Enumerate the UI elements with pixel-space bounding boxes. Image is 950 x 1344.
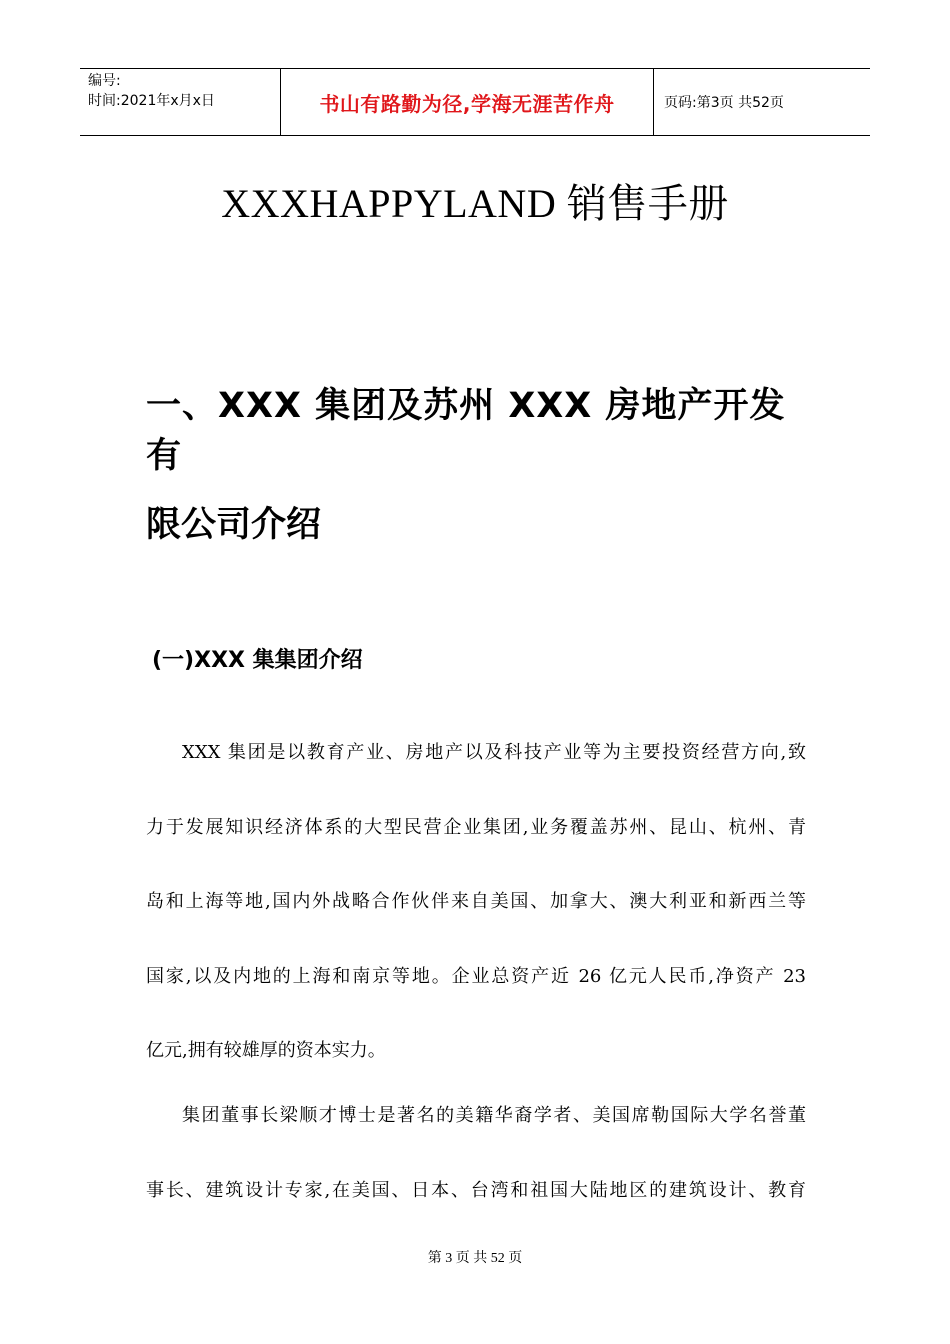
paragraph-line: 国家,以及内地的上海和南京等地。企业总资产近 26 亿元人民币,净资产 23 bbox=[146, 965, 806, 987]
date-label: 时间:2021年x月x日 bbox=[88, 93, 215, 109]
header-page-info: 页码:第3页 共52页 bbox=[664, 95, 784, 111]
paragraph-line: 集团董事长梁顺才博士是著名的美籍华裔学者、美国席勒国际大学名誉董 bbox=[182, 1105, 806, 1126]
header-meta bbox=[80, 69, 281, 135]
document-title: XXXHAPPYLAND 销售手册 bbox=[221, 181, 729, 226]
subsection-heading: (一)XXX 集集团介绍 bbox=[152, 648, 363, 673]
header-motto: 书山有路勤为径,学海无涯苦作舟 bbox=[281, 69, 654, 135]
page-footer: 第 3 页 共 52 页 bbox=[427, 1251, 523, 1266]
paragraph-line: 力于发展知识经济体系的大型民营企业集团,业务覆盖苏州、昆山、杭州、青 bbox=[146, 816, 806, 838]
section-heading-line1: 一、XXX 集团及苏州 XXX 房地产开发有 bbox=[146, 386, 786, 476]
number-label: 编号: bbox=[88, 73, 121, 89]
paragraph-group-intro bbox=[146, 716, 806, 1089]
paragraph-line: XXX 集团是以教育产业、房地产以及科技产业等为主要投资经营方向,致 bbox=[182, 742, 806, 763]
paragraph-line: 事长、建筑设计专家,在美国、日本、台湾和祖国大陆地区的建筑设计、教育 bbox=[146, 1179, 806, 1201]
page-header bbox=[80, 68, 870, 136]
paragraph-line: 亿元,拥有较雄厚的资本实力。 bbox=[146, 1040, 386, 1061]
paragraph-chairman bbox=[146, 1079, 806, 1228]
paragraph-line: 岛和上海等地,国内外战略合作伙伴来自美国、加拿大、澳大利亚和新西兰等 bbox=[146, 891, 806, 912]
section-heading-line2: 限公司介绍 bbox=[146, 505, 322, 545]
